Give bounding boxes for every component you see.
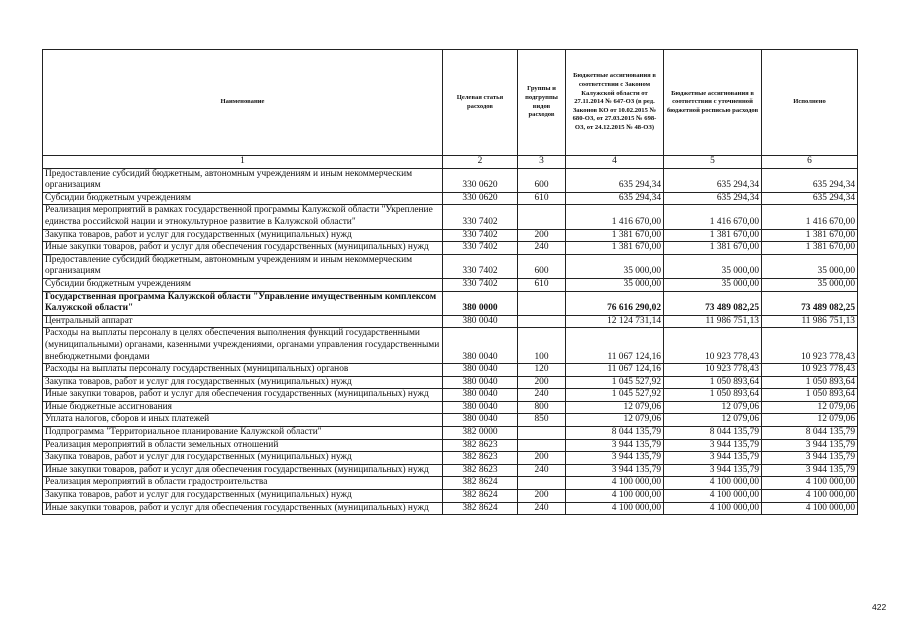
row-name-cell: Реализация мероприятий в рамках государственной программы Калужской области "Укрепление единства российской нации и этнокультурное развитие в Калужской области" (43, 205, 443, 229)
table-row (43, 205, 858, 229)
row-group-cell: 600 (518, 168, 566, 192)
row-executed-cell: 11 986 751,13 (762, 315, 858, 328)
row-group-cell (518, 315, 566, 328)
row-code-cell: 330 0620 (443, 168, 518, 192)
row-code-cell: 382 8624 (443, 477, 518, 490)
row-budget-law-cell: 1 381 670,00 (566, 229, 664, 242)
table-row (43, 464, 858, 477)
row-executed-cell: 635 294,34 (762, 192, 858, 205)
row-name-cell: Иные закупки товаров, работ и услуг для обеспечения государственных (муниципальных) нужд (43, 242, 443, 255)
row-budget-adjusted-cell: 4 100 000,00 (664, 490, 762, 503)
row-name-cell: Реализация мероприятий в области градостроительства (43, 477, 443, 490)
row-budget-adjusted-cell: 1 050 893,64 (664, 376, 762, 389)
row-name-cell: Субсидии бюджетным учреждениям (43, 192, 443, 205)
row-name-cell: Иные бюджетные ассигнования (43, 401, 443, 414)
row-code-cell: 382 8623 (443, 439, 518, 452)
row-code-cell: 382 8623 (443, 464, 518, 477)
table-row (43, 502, 858, 515)
header-target: Целевая статья расходов (443, 50, 518, 156)
header-budget-law: Бюджетные ассигнования в соответствии с Законом Калужской области от 27.11.2014 № 647-ОЗ (в ред. Законов КО от 10.02.2015 № 680-ОЗ, от 27.03.2015 № 698-ОЗ, от 24.12.2015 № 48-ОЗ) (566, 50, 664, 156)
table-row (43, 401, 858, 414)
row-name-cell: Уплата налогов, сборов и иных платежей (43, 414, 443, 427)
row-executed-cell: 10 923 778,43 (762, 364, 858, 377)
row-budget-adjusted-cell: 73 489 082,25 (664, 291, 762, 315)
row-group-cell: 610 (518, 278, 566, 291)
row-budget-law-cell: 35 000,00 (566, 278, 664, 291)
row-budget-adjusted-cell: 10 923 778,43 (664, 364, 762, 377)
row-code-cell: 382 0000 (443, 427, 518, 440)
row-name-cell: Расходы на выплаты персоналу в целях обеспечения выполнения функций государственными (муниципальными) органами, казенными учреждениями, органами управления государственными внебюджетными фондами (43, 328, 443, 364)
row-executed-cell: 35 000,00 (762, 254, 858, 278)
table-row (43, 439, 858, 452)
row-executed-cell: 1 050 893,64 (762, 389, 858, 402)
table-row (43, 242, 858, 255)
row-group-cell: 200 (518, 490, 566, 503)
row-code-cell: 330 7402 (443, 278, 518, 291)
page-number: 422 (872, 602, 887, 612)
row-group-cell: 800 (518, 401, 566, 414)
row-group-cell: 240 (518, 502, 566, 515)
row-executed-cell: 4 100 000,00 (762, 477, 858, 490)
row-budget-law-cell: 4 100 000,00 (566, 490, 664, 503)
table-row (43, 315, 858, 328)
row-group-cell: 120 (518, 364, 566, 377)
row-budget-adjusted-cell: 3 944 135,79 (664, 439, 762, 452)
row-executed-cell: 635 294,34 (762, 168, 858, 192)
row-budget-law-cell: 1 416 670,00 (566, 205, 664, 229)
row-executed-cell: 4 100 000,00 (762, 490, 858, 503)
row-budget-law-cell: 1 045 527,92 (566, 376, 664, 389)
row-executed-cell: 1 381 670,00 (762, 229, 858, 242)
column-number: 2 (443, 156, 518, 169)
table-row (43, 427, 858, 440)
row-budget-law-cell: 4 100 000,00 (566, 502, 664, 515)
row-group-cell: 600 (518, 254, 566, 278)
row-budget-law-cell: 12 124 731,14 (566, 315, 664, 328)
row-budget-law-cell: 3 944 135,79 (566, 439, 664, 452)
row-code-cell: 380 0000 (443, 291, 518, 315)
row-name-cell: Государственная программа Калужской области "Управление имущественным комплексом Калужской области" (43, 291, 443, 315)
row-budget-law-cell: 3 944 135,79 (566, 452, 664, 465)
table-row (43, 376, 858, 389)
row-name-cell: Подпрограмма "Территориальное планирование Калужской области" (43, 427, 443, 440)
row-name-cell: Иные закупки товаров, работ и услуг для обеспечения государственных (муниципальных) нужд (43, 464, 443, 477)
row-budget-adjusted-cell: 35 000,00 (664, 278, 762, 291)
row-budget-adjusted-cell: 635 294,34 (664, 192, 762, 205)
column-number: 6 (762, 156, 858, 169)
column-number-row (43, 156, 858, 169)
row-executed-cell: 1 416 670,00 (762, 205, 858, 229)
row-code-cell: 330 7402 (443, 229, 518, 242)
row-name-cell: Закупка товаров, работ и услуг для государственных (муниципальных) нужд (43, 452, 443, 465)
row-budget-law-cell: 35 000,00 (566, 254, 664, 278)
row-name-cell: Центральный аппарат (43, 315, 443, 328)
row-name-cell: Иные закупки товаров, работ и услуг для обеспечения государственных (муниципальных) нужд (43, 389, 443, 402)
row-executed-cell: 12 079,06 (762, 414, 858, 427)
row-executed-cell: 12 079,06 (762, 401, 858, 414)
row-budget-adjusted-cell: 35 000,00 (664, 254, 762, 278)
row-budget-adjusted-cell: 1 381 670,00 (664, 242, 762, 255)
row-budget-law-cell: 12 079,06 (566, 401, 664, 414)
header-executed: Исполнено (762, 50, 858, 156)
table-row (43, 168, 858, 192)
column-number: 3 (518, 156, 566, 169)
row-group-cell: 200 (518, 452, 566, 465)
table-row (43, 477, 858, 490)
row-group-cell: 240 (518, 389, 566, 402)
row-budget-law-cell: 11 067 124,16 (566, 328, 664, 364)
row-budget-law-cell: 4 100 000,00 (566, 477, 664, 490)
row-budget-adjusted-cell: 12 079,06 (664, 414, 762, 427)
row-executed-cell: 1 050 893,64 (762, 376, 858, 389)
header-name: Наименование (43, 50, 443, 156)
row-executed-cell: 3 944 135,79 (762, 439, 858, 452)
row-budget-law-cell: 11 067 124,16 (566, 364, 664, 377)
row-code-cell: 380 0040 (443, 401, 518, 414)
row-code-cell: 330 7402 (443, 242, 518, 255)
row-executed-cell: 35 000,00 (762, 278, 858, 291)
row-group-cell (518, 477, 566, 490)
header-group: Группы и подгруппы видов расходов (518, 50, 566, 156)
row-executed-cell: 8 044 135,79 (762, 427, 858, 440)
row-budget-law-cell: 12 079,06 (566, 414, 664, 427)
row-code-cell: 380 0040 (443, 389, 518, 402)
header-budget-adjusted: Бюджетные ассигнования в соответствии с уточненной бюджетной росписью расходов (664, 50, 762, 156)
row-budget-adjusted-cell: 1 381 670,00 (664, 229, 762, 242)
table-row (43, 278, 858, 291)
row-code-cell: 380 0040 (443, 414, 518, 427)
row-budget-adjusted-cell: 4 100 000,00 (664, 477, 762, 490)
row-budget-adjusted-cell: 4 100 000,00 (664, 502, 762, 515)
table-row (43, 192, 858, 205)
table-row (43, 389, 858, 402)
row-name-cell: Закупка товаров, работ и услуг для государственных (муниципальных) нужд (43, 229, 443, 242)
row-budget-law-cell: 76 616 290,02 (566, 291, 664, 315)
table-row (43, 328, 858, 364)
row-executed-cell: 3 944 135,79 (762, 452, 858, 465)
row-group-cell: 240 (518, 242, 566, 255)
row-code-cell: 330 7402 (443, 205, 518, 229)
row-name-cell: Субсидии бюджетным учреждениям (43, 278, 443, 291)
row-executed-cell: 73 489 082,25 (762, 291, 858, 315)
row-code-cell: 382 8624 (443, 502, 518, 515)
row-budget-law-cell: 8 044 135,79 (566, 427, 664, 440)
row-budget-adjusted-cell: 3 944 135,79 (664, 452, 762, 465)
row-code-cell: 330 0620 (443, 192, 518, 205)
row-executed-cell: 3 944 135,79 (762, 464, 858, 477)
row-budget-law-cell: 1 045 527,92 (566, 389, 664, 402)
table-row (43, 291, 858, 315)
row-group-cell (518, 205, 566, 229)
table-row (43, 364, 858, 377)
budget-table (42, 49, 858, 515)
row-budget-adjusted-cell: 11 986 751,13 (664, 315, 762, 328)
row-group-cell (518, 439, 566, 452)
row-budget-law-cell: 635 294,34 (566, 192, 664, 205)
column-number: 1 (43, 156, 443, 169)
row-code-cell: 382 8623 (443, 452, 518, 465)
row-budget-adjusted-cell: 635 294,34 (664, 168, 762, 192)
row-group-cell: 240 (518, 464, 566, 477)
row-group-cell (518, 427, 566, 440)
row-executed-cell: 10 923 778,43 (762, 328, 858, 364)
row-name-cell: Иные закупки товаров, работ и услуг для обеспечения государственных (муниципальных) нужд (43, 502, 443, 515)
row-budget-adjusted-cell: 12 079,06 (664, 401, 762, 414)
table-row (43, 229, 858, 242)
row-group-cell: 200 (518, 376, 566, 389)
row-code-cell: 382 8624 (443, 490, 518, 503)
row-group-cell: 850 (518, 414, 566, 427)
row-budget-adjusted-cell: 8 044 135,79 (664, 427, 762, 440)
row-name-cell: Закупка товаров, работ и услуг для государственных (муниципальных) нужд (43, 376, 443, 389)
row-budget-law-cell: 3 944 135,79 (566, 464, 664, 477)
row-name-cell: Реализация мероприятий в области земельных отношений (43, 439, 443, 452)
row-group-cell: 100 (518, 328, 566, 364)
table-row (43, 414, 858, 427)
row-budget-law-cell: 1 381 670,00 (566, 242, 664, 255)
column-number: 4 (566, 156, 664, 169)
row-code-cell: 380 0040 (443, 315, 518, 328)
table-row (43, 490, 858, 503)
row-code-cell: 330 7402 (443, 254, 518, 278)
row-group-cell: 610 (518, 192, 566, 205)
row-name-cell: Закупка товаров, работ и услуг для государственных (муниципальных) нужд (43, 490, 443, 503)
row-name-cell: Расходы на выплаты персоналу государственных (муниципальных) органов (43, 364, 443, 377)
row-budget-law-cell: 635 294,34 (566, 168, 664, 192)
column-number: 5 (664, 156, 762, 169)
row-budget-adjusted-cell: 1 416 670,00 (664, 205, 762, 229)
row-budget-adjusted-cell: 3 944 135,79 (664, 464, 762, 477)
row-group-cell: 200 (518, 229, 566, 242)
row-executed-cell: 4 100 000,00 (762, 502, 858, 515)
row-budget-adjusted-cell: 1 050 893,64 (664, 389, 762, 402)
row-budget-adjusted-cell: 10 923 778,43 (664, 328, 762, 364)
table-row (43, 452, 858, 465)
table-row (43, 254, 858, 278)
row-code-cell: 380 0040 (443, 364, 518, 377)
row-name-cell: Предоставление субсидий бюджетным, автономным учреждениям и иным некоммерческим организациям (43, 254, 443, 278)
row-code-cell: 380 0040 (443, 328, 518, 364)
row-group-cell (518, 291, 566, 315)
row-name-cell: Предоставление субсидий бюджетным, автономным учреждениям и иным некоммерческим организациям (43, 168, 443, 192)
row-code-cell: 380 0040 (443, 376, 518, 389)
row-executed-cell: 1 381 670,00 (762, 242, 858, 255)
